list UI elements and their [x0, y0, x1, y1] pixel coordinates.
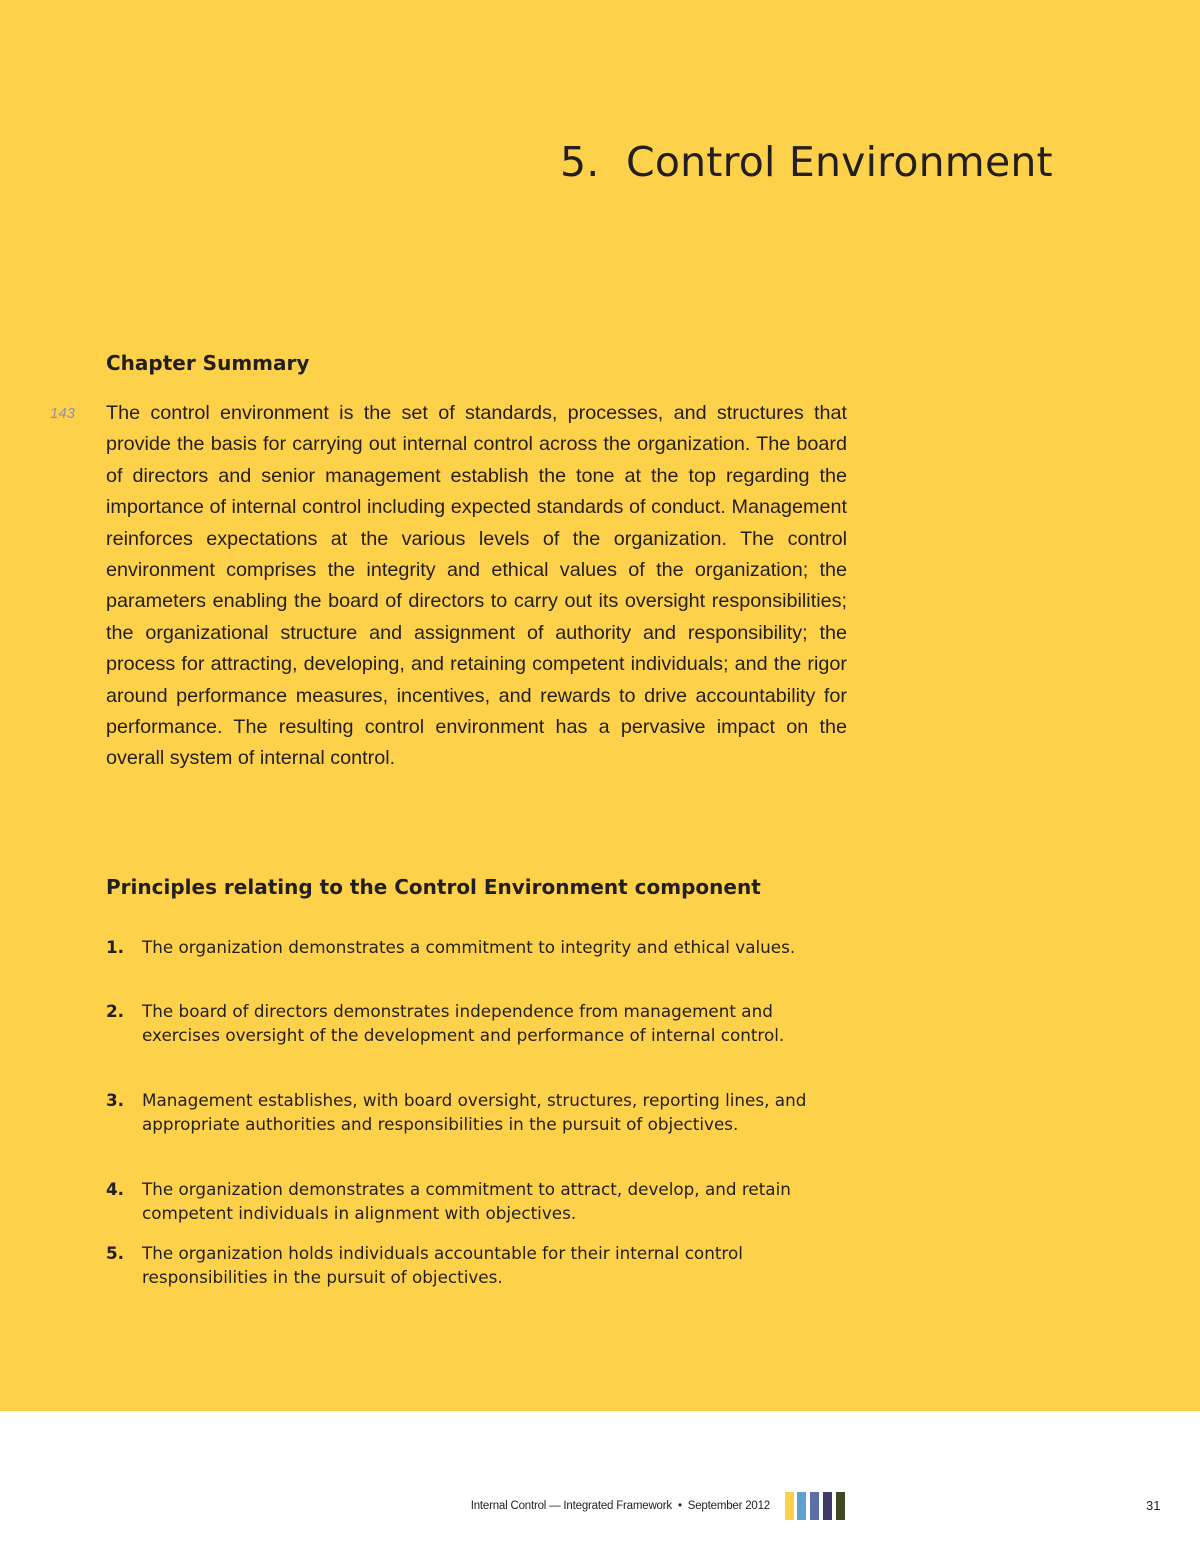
principle-item	[106, 1088, 846, 1177]
footer-caption	[471, 1498, 770, 1514]
principle-number: 1.	[106, 937, 125, 957]
page-number: 31	[1146, 1498, 1161, 1513]
footer-color-bars	[785, 1492, 849, 1520]
color-bar	[836, 1492, 845, 1520]
color-bar	[810, 1492, 819, 1520]
principle-number: 3.	[106, 1090, 125, 1110]
principles-heading: Principles relating to the Control Environment component	[106, 875, 761, 899]
color-bar	[823, 1492, 832, 1520]
principle-text: The organization holds individuals accountable for their internal control responsibilities in the pursuit of objectives.	[142, 1243, 743, 1287]
chapter-title-text: Control Environment	[626, 138, 1053, 186]
principle-text: The organization demonstrates a commitment to integrity and ethical values.	[142, 937, 796, 957]
paragraph-number: 143	[50, 405, 76, 422]
principle-item	[106, 999, 846, 1088]
principle-text: The board of directors demonstrates independence from management and exercises oversight of the development and performance of internal control.	[142, 1001, 785, 1045]
principle-item	[106, 935, 846, 999]
principle-number: 4.	[106, 1179, 125, 1199]
chapter-title	[560, 134, 1160, 190]
chapter-summary-paragraph: The control environment is the set of standards, processes, and structures that provide the basis for carrying out internal control across the organization. The board of directors and senior management establish the tone at the top regarding the importance of internal control including expected standards of conduct. Management reinforces expectations at the various levels of the organization. The control environment comprises the integrity and ethical values of the organization; the parameters enabling the board of directors to carry out its oversight responsibilities; the organizational structure and assignment of authority and responsibility; the process for attracting, developing, and retaining competent individuals; and the rigor around performance measures, incentives, and rewards to drive accountability for performance. The resulting control environment has a pervasive impact on the overall system of internal control.	[106, 402, 847, 770]
color-bar	[797, 1492, 806, 1520]
footer-date: September 2012	[687, 1500, 770, 1512]
principle-number: 2.	[106, 1001, 125, 1021]
principle-number: 5.	[106, 1243, 125, 1263]
footer-publication-title: Internal Control — Integrated Framework	[470, 1500, 672, 1512]
principle-text: Management establishes, with board oversight, structures, reporting lines, and appropriate authorities and responsibilities in the pursuit of objectives.	[142, 1090, 807, 1134]
color-bar	[785, 1492, 794, 1520]
principle-item	[106, 1241, 846, 1289]
chapter-number: 5.	[560, 138, 600, 186]
principles-list	[106, 935, 846, 1289]
chapter-summary-heading: Chapter Summary	[106, 351, 310, 375]
principle-text: The organization demonstrates a commitment to attract, develop, and retain competent individuals in alignment with objectives.	[142, 1179, 791, 1223]
footer-separator: •	[677, 1500, 682, 1512]
principle-item	[106, 1177, 846, 1241]
